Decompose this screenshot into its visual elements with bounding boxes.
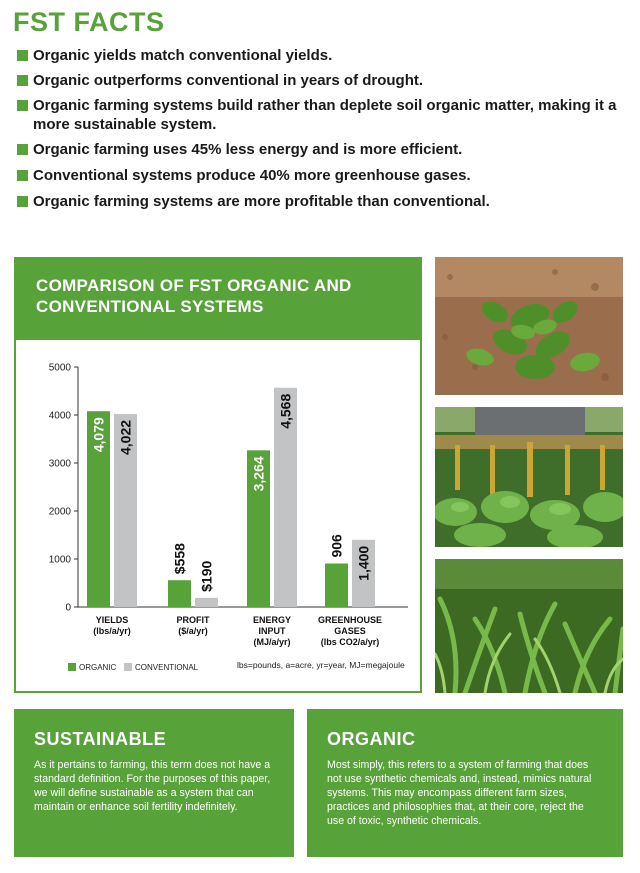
y-tick-label: 1000	[48, 554, 71, 566]
soybean-plant-photo	[435, 257, 623, 395]
fact-item	[17, 71, 617, 90]
chart-title-line-2: CONVENTIONAL SYSTEMS	[36, 297, 264, 316]
y-tick-label: 5000	[48, 362, 71, 374]
bar-organic	[168, 580, 191, 607]
sustainable-definition-box	[14, 709, 294, 857]
square-bullet-icon	[17, 100, 28, 111]
square-bullet-icon	[17, 75, 28, 86]
facts-title: FST FACTS	[13, 7, 165, 37]
fact-item	[17, 192, 617, 211]
legend-organic-swatch	[68, 663, 76, 671]
organic-definition-box	[307, 709, 623, 857]
bar-conventional	[195, 598, 218, 607]
fact-item	[17, 96, 617, 134]
bar-data-label: 4,022	[117, 419, 134, 455]
x-category-label: YIELDS	[95, 615, 129, 625]
organic-title: ORGANIC	[327, 729, 416, 749]
x-category-label: PROFIT	[176, 615, 210, 625]
fact-item	[17, 140, 617, 159]
fact-text: Organic farming uses 45% less energy and is more efficient.	[33, 141, 463, 158]
cultivator-tractor-photo	[435, 407, 623, 547]
bar-data-label: 4,568	[277, 393, 294, 429]
chart-title-line-1: COMPARISON OF FST ORGANIC AND	[36, 276, 352, 295]
bar-data-label: 3,264	[250, 456, 267, 492]
x-category-unit: (MJ/a/yr)	[253, 637, 291, 647]
chart-footnote: lbs=pounds, a=acre, yr=year, MJ=megajoule	[237, 660, 405, 670]
facts-list	[17, 46, 617, 211]
fact-text: Organic yields match conventional yields.	[33, 47, 333, 64]
fact-item	[17, 46, 617, 65]
bar-data-label: 4,079	[90, 417, 107, 453]
bar-data-label: 906	[328, 534, 345, 558]
fact-item	[17, 166, 617, 185]
legend-conventional-label: CONVENTIONAL	[135, 663, 199, 672]
sustainable-title: SUSTAINABLE	[34, 729, 167, 749]
square-bullet-icon	[17, 144, 28, 155]
organic-body: Most simply, this refers to a system of farming that does not use synthetic chemicals and, instead, mimics natural systems. This may encompass different farm sizes, practices and philosophies that, at their core, reject the use of toxic, synthetic chemicals.	[327, 759, 592, 827]
legend-conventional-swatch	[124, 663, 132, 671]
comparison-bar-chart	[16, 340, 420, 691]
fact-text: Organic outperforms conventional in years of drought.	[33, 72, 424, 89]
x-category-unit: (lbs CO2/a/yr)	[320, 637, 380, 647]
y-tick-label: 3000	[48, 458, 71, 470]
bar-data-label: 1,400	[355, 545, 372, 581]
fact-text: Conventional systems produce 40% more greenhouse gases.	[33, 167, 471, 184]
fact-text: Organic farming systems are more profitable than conventional.	[33, 193, 490, 210]
x-category-label: INPUT	[258, 626, 286, 636]
x-category-label: GREENHOUSE	[317, 615, 383, 625]
corn-field-photo	[435, 559, 623, 693]
square-bullet-icon	[17, 50, 28, 61]
y-tick-label: 4000	[48, 410, 71, 422]
x-category-label: GASES	[334, 626, 366, 636]
square-bullet-icon	[17, 170, 28, 181]
x-category-unit: (lbs/a/yr)	[93, 626, 131, 636]
x-category-label: ENERGY	[252, 615, 292, 625]
bar-data-label: $558	[171, 543, 188, 575]
fact-text: Organic farming systems build rather than deplete soil organic matter, making it a more sustainable system.	[33, 97, 617, 133]
square-bullet-icon	[17, 196, 28, 207]
bar-organic	[325, 564, 348, 607]
y-tick-label: 0	[65, 602, 71, 614]
y-tick-label: 2000	[48, 506, 71, 518]
comparison-chart-panel	[14, 257, 422, 693]
x-category-unit: ($/a/yr)	[178, 626, 208, 636]
legend-organic-label: ORGANIC	[79, 663, 117, 672]
chart-header	[16, 259, 420, 340]
sustainable-body: As it pertains to farming, this term does not have a standard definition. For the purposes of this paper, we will define sustainable as a system that can maintain or enhance soil fertility indefinitely.	[34, 759, 271, 813]
bar-data-label: $190	[198, 560, 215, 592]
